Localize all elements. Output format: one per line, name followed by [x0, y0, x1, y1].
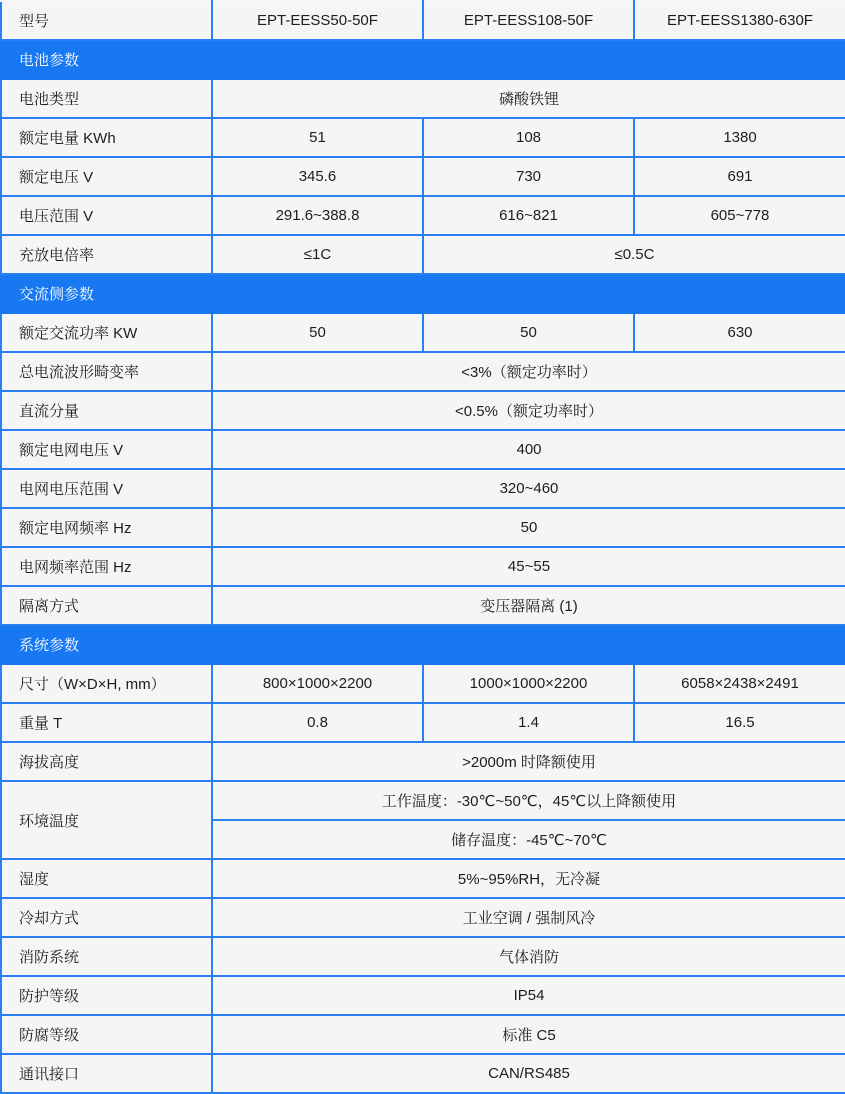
- rated-energy-value-3: 1380: [634, 118, 845, 157]
- row-rated-grid-frequency: [1, 508, 845, 547]
- model-row-label: 型号: [1, 1, 212, 40]
- row-rated-grid-voltage: [1, 430, 845, 469]
- cooling-label: 冷却方式: [1, 898, 212, 937]
- isolation-label: 隔离方式: [1, 586, 212, 625]
- corrosion-rating-value: 标准 C5: [212, 1015, 845, 1054]
- dc-component-label: 直流分量: [1, 391, 212, 430]
- model-name-3: EPT-EESS1380-630F: [634, 1, 845, 40]
- model-name-1: EPT-EESS50-50F: [212, 1, 423, 40]
- rated-ac-power-value-2: 50: [423, 313, 634, 352]
- altitude-label: 海拔高度: [1, 742, 212, 781]
- charge-rate-value-23: ≤0.5C: [423, 235, 845, 274]
- charge-rate-value-1: ≤1C: [212, 235, 423, 274]
- rated-voltage-label: 额定电压 V: [1, 157, 212, 196]
- ambient-temperature-label: 环境温度: [1, 781, 212, 859]
- grid-frequency-range-value: 45~55: [212, 547, 845, 586]
- rated-voltage-value-1: 345.6: [212, 157, 423, 196]
- row-rated-ac-power: [1, 313, 845, 352]
- rated-ac-power-label: 额定交流功率 KW: [1, 313, 212, 352]
- fire-system-value: 气体消防: [212, 937, 845, 976]
- weight-label: 重量 T: [1, 703, 212, 742]
- communication-value: CAN/RS485: [212, 1054, 845, 1093]
- rated-voltage-value-3: 691: [634, 157, 845, 196]
- corrosion-rating-label: 防腐等级: [1, 1015, 212, 1054]
- dimensions-value-3: 6058×2438×2491: [634, 664, 845, 703]
- humidity-value: 5%~95%RH，无冷凝: [212, 859, 845, 898]
- rated-voltage-value-2: 730: [423, 157, 634, 196]
- section-title-battery: 电池参数: [1, 40, 845, 79]
- weight-value-3: 16.5: [634, 703, 845, 742]
- row-isolation: [1, 586, 845, 625]
- row-fire-system: [1, 937, 845, 976]
- voltage-range-label: 电压范围 V: [1, 196, 212, 235]
- row-voltage-range: [1, 196, 845, 235]
- ambient-temperature-working-value: 工作温度：-30℃~50℃，45℃以上降额使用: [212, 781, 845, 820]
- row-charge-rate: [1, 235, 845, 274]
- row-altitude: [1, 742, 845, 781]
- altitude-value: >2000m 时降额使用: [212, 742, 845, 781]
- rated-grid-voltage-value: 400: [212, 430, 845, 469]
- humidity-label: 湿度: [1, 859, 212, 898]
- rated-ac-power-value-1: 50: [212, 313, 423, 352]
- rated-grid-voltage-label: 额定电网电压 V: [1, 430, 212, 469]
- isolation-value: 变压器隔离 (1): [212, 586, 845, 625]
- row-dc-component: [1, 391, 845, 430]
- section-row-system: [1, 625, 845, 664]
- ambient-temperature-storage-value: 储存温度：-45℃~70℃: [212, 820, 845, 859]
- weight-value-1: 0.8: [212, 703, 423, 742]
- battery-type-label: 电池类型: [1, 79, 212, 118]
- row-corrosion-rating: [1, 1015, 845, 1054]
- row-model: [1, 1, 845, 40]
- grid-voltage-range-value: 320~460: [212, 469, 845, 508]
- section-row-battery: [1, 40, 845, 79]
- row-protection-rating: [1, 976, 845, 1015]
- row-ambient-temperature-working: [1, 781, 845, 820]
- row-humidity: [1, 859, 845, 898]
- rated-ac-power-value-3: 630: [634, 313, 845, 352]
- row-grid-frequency-range: [1, 547, 845, 586]
- section-title-system: 系统参数: [1, 625, 845, 664]
- rated-energy-value-1: 51: [212, 118, 423, 157]
- dimensions-label: 尺寸（W×D×H, mm）: [1, 664, 212, 703]
- weight-value-2: 1.4: [423, 703, 634, 742]
- voltage-range-value-3: 605~778: [634, 196, 845, 235]
- section-row-ac: [1, 274, 845, 313]
- row-communication: [1, 1054, 845, 1093]
- row-cooling: [1, 898, 845, 937]
- dimensions-value-2: 1000×1000×2200: [423, 664, 634, 703]
- row-rated-voltage: [1, 157, 845, 196]
- battery-type-value: 磷酸铁锂: [212, 79, 845, 118]
- row-rated-energy: [1, 118, 845, 157]
- row-battery-type: [1, 79, 845, 118]
- rated-grid-frequency-value: 50: [212, 508, 845, 547]
- current-thd-label: 总电流波形畸变率: [1, 352, 212, 391]
- charge-rate-label: 充放电倍率: [1, 235, 212, 274]
- section-title-ac: 交流侧参数: [1, 274, 845, 313]
- fire-system-label: 消防系统: [1, 937, 212, 976]
- rated-energy-value-2: 108: [423, 118, 634, 157]
- voltage-range-value-2: 616~821: [423, 196, 634, 235]
- cooling-value: 工业空调 / 强制风冷: [212, 898, 845, 937]
- protection-rating-label: 防护等级: [1, 976, 212, 1015]
- row-current-thd: [1, 352, 845, 391]
- current-thd-value: <3%（额定功率时）: [212, 352, 845, 391]
- communication-label: 通讯接口: [1, 1054, 212, 1093]
- grid-voltage-range-label: 电网电压范围 V: [1, 469, 212, 508]
- voltage-range-value-1: 291.6~388.8: [212, 196, 423, 235]
- protection-rating-value: IP54: [212, 976, 845, 1015]
- row-dimensions: [1, 664, 845, 703]
- dimensions-value-1: 800×1000×2200: [212, 664, 423, 703]
- row-grid-voltage-range: [1, 469, 845, 508]
- row-weight: [1, 703, 845, 742]
- grid-frequency-range-label: 电网频率范围 Hz: [1, 547, 212, 586]
- rated-grid-frequency-label: 额定电网频率 Hz: [1, 508, 212, 547]
- dc-component-value: <0.5%（额定功率时）: [212, 391, 845, 430]
- model-name-2: EPT-EESS108-50F: [423, 1, 634, 40]
- rated-energy-label: 额定电量 KWh: [1, 118, 212, 157]
